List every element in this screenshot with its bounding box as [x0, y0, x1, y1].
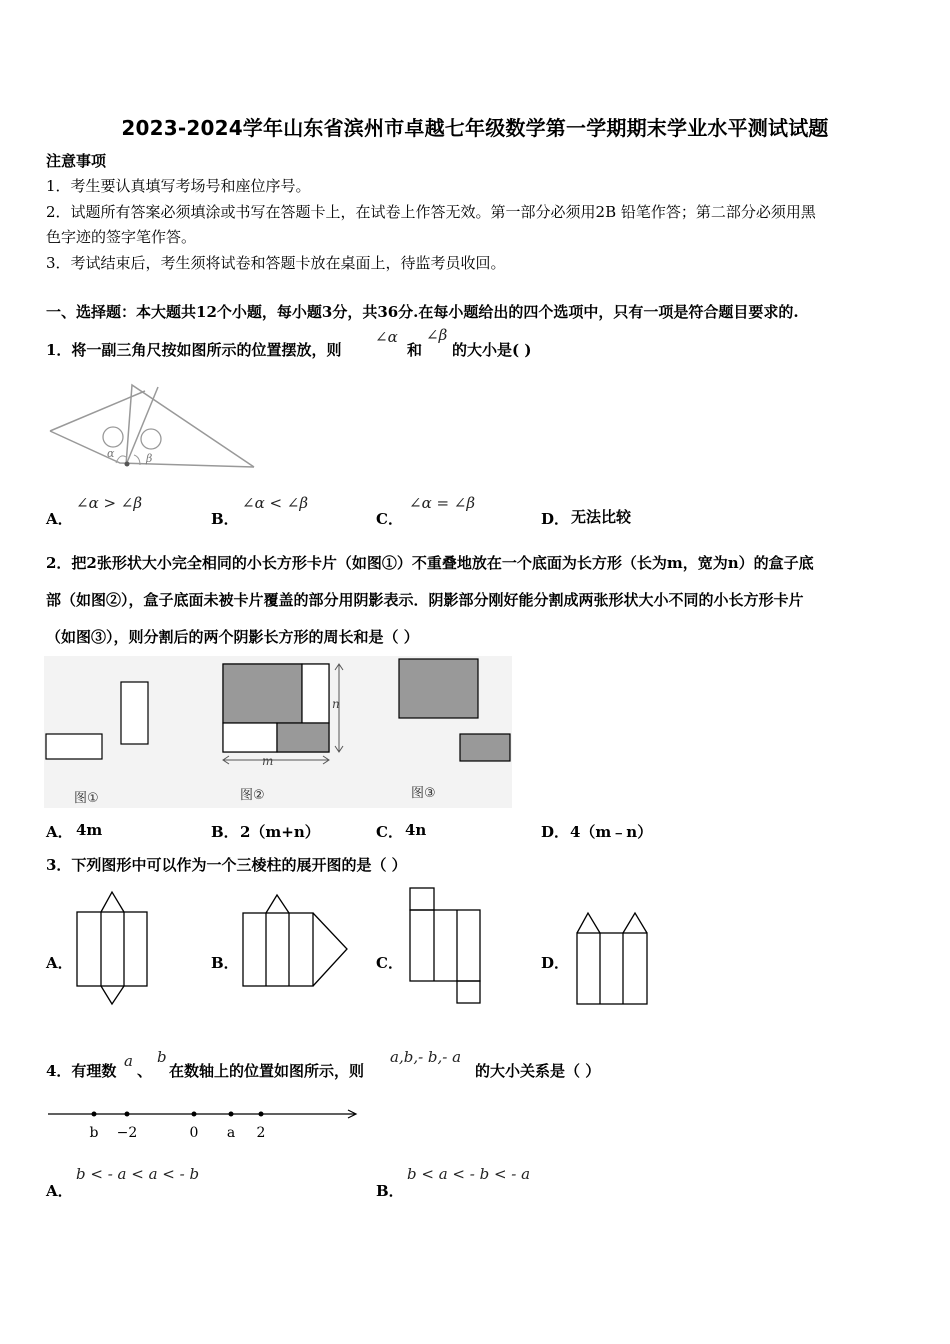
- q4-math-b: b: [157, 1048, 167, 1066]
- q3-net-a: [76, 890, 150, 1006]
- q1-triangle-figure: [50, 385, 260, 475]
- q2-option-d-text: 4（m﹣n）: [570, 823, 653, 841]
- q4-number-line: [48, 1104, 363, 1144]
- q2-option-b-text: 2（m+n）: [240, 823, 320, 841]
- q4-math-list: a,b,- b,- a: [390, 1048, 462, 1066]
- notice-item: 色字迹的签字笔作答。: [46, 228, 197, 246]
- q2-option-b-label[interactable]: B．: [211, 823, 239, 841]
- q2-stem-line2: 部（如图②），盒子底面未被卡片覆盖的部分用阴影表示．阴影部分刚好能分割成两张形状大小不同的小长方形卡片: [46, 591, 804, 609]
- fig-label-1: 图①: [74, 791, 99, 806]
- section-heading: 一、选择题：本大题共12个小题，每小题3分，共36分.在每小题给出的四个选项中，只有一项是符合题目要求的.: [46, 303, 799, 321]
- q2-option-a-text: 4m: [76, 821, 103, 839]
- q1-option-a-label[interactable]: A．: [46, 510, 73, 528]
- q4-option-a-label[interactable]: A．: [46, 1182, 73, 1200]
- q3-net-b: [241, 893, 351, 987]
- fig-label-2: 图②: [240, 788, 265, 803]
- q3-option-b-label[interactable]: B．: [211, 954, 239, 972]
- q1-and: 和: [407, 341, 423, 359]
- q1-prefix: 1．将一副三角尺按如图所示的位置摆放，则: [46, 341, 342, 359]
- q4-option-b-math: b < a < - b < - a: [407, 1165, 531, 1183]
- notice-item: 3．考试结束后，考生须将试卷和答题卡放在桌面上，待监考员收回。: [46, 254, 506, 272]
- q1-option-b-math: ∠α < ∠β: [242, 494, 309, 512]
- axis-label-a: a: [226, 1125, 236, 1141]
- fig-alpha-label: α: [107, 447, 115, 460]
- q4-option-b-label[interactable]: B．: [376, 1182, 404, 1200]
- q4-option-a-math: b < - a < a < - b: [76, 1165, 200, 1183]
- fig-label-3: 图③: [411, 786, 436, 801]
- q2-stem-line3: （如图③），则分割后的两个阴影长方形的周长和是（ ）: [46, 628, 419, 646]
- q2-option-c-text: 4n: [405, 821, 427, 839]
- axis-label-0: 0: [189, 1125, 199, 1141]
- q1-option-a-math: ∠α > ∠β: [76, 494, 143, 512]
- q3-option-a-label[interactable]: A．: [46, 954, 73, 972]
- q4-sep: 、: [137, 1062, 153, 1080]
- fig-beta-label: β: [146, 452, 153, 465]
- q1-option-c-label[interactable]: C．: [376, 510, 403, 528]
- q2-option-a-label[interactable]: A．: [46, 823, 73, 841]
- q4-mid: 在数轴上的位置如图所示，则: [169, 1062, 365, 1080]
- q1-math-alpha: ∠α: [375, 328, 398, 346]
- q1-option-d-text: 无法比较: [571, 508, 632, 526]
- q1-option-b-label[interactable]: B．: [211, 510, 239, 528]
- q2-option-c-label[interactable]: C．: [376, 823, 403, 841]
- q1-option-d-label[interactable]: D．: [541, 510, 570, 528]
- q1-suffix: 的大小是( ): [452, 341, 532, 359]
- axis-label-2: 2: [256, 1125, 266, 1141]
- q1-math-beta: ∠β: [426, 326, 448, 344]
- q2-option-d-label[interactable]: D．: [541, 823, 570, 841]
- q4-math-a: a: [124, 1052, 133, 1070]
- q3-net-c: [408, 886, 482, 1006]
- q3-option-c-label[interactable]: C．: [376, 954, 403, 972]
- axis-label-b: b: [89, 1125, 99, 1141]
- q4-suffix: 的大小关系是（ ）: [475, 1062, 601, 1080]
- q4-prefix: 4．有理数: [46, 1062, 117, 1080]
- q1-option-c-math: ∠α = ∠β: [409, 494, 476, 512]
- page-title: 2023-2024学年山东省滨州市卓越七年级数学第一学期期末学业水平测试试题: [121, 116, 829, 140]
- q3-stem: 3．下列图形中可以作为一个三棱柱的展开图的是（ ）: [46, 856, 407, 874]
- dim-m-label: m: [262, 754, 274, 768]
- q3-net-d: [575, 911, 649, 1007]
- notice-item: 1．考生要认真填写考场号和座位序号。: [46, 177, 311, 195]
- axis-label-neg2: −2: [116, 1125, 138, 1141]
- notice-item: 2．试题所有答案必须填涂或书写在答题卡上，在试卷上作答无效。第一部分必须用2B 铅笔作答；第二部分必须用黑: [46, 203, 816, 221]
- notice-heading: 注意事项: [46, 152, 107, 170]
- q3-option-d-label[interactable]: D．: [541, 954, 570, 972]
- dim-n-label: n: [332, 697, 340, 711]
- q2-figures: [44, 656, 512, 808]
- q2-stem-line1: 2．把2张形状大小完全相同的小长方形卡片（如图①）不重叠地放在一个底面为长方形（长为m，宽为n）的盒子底: [46, 554, 814, 572]
